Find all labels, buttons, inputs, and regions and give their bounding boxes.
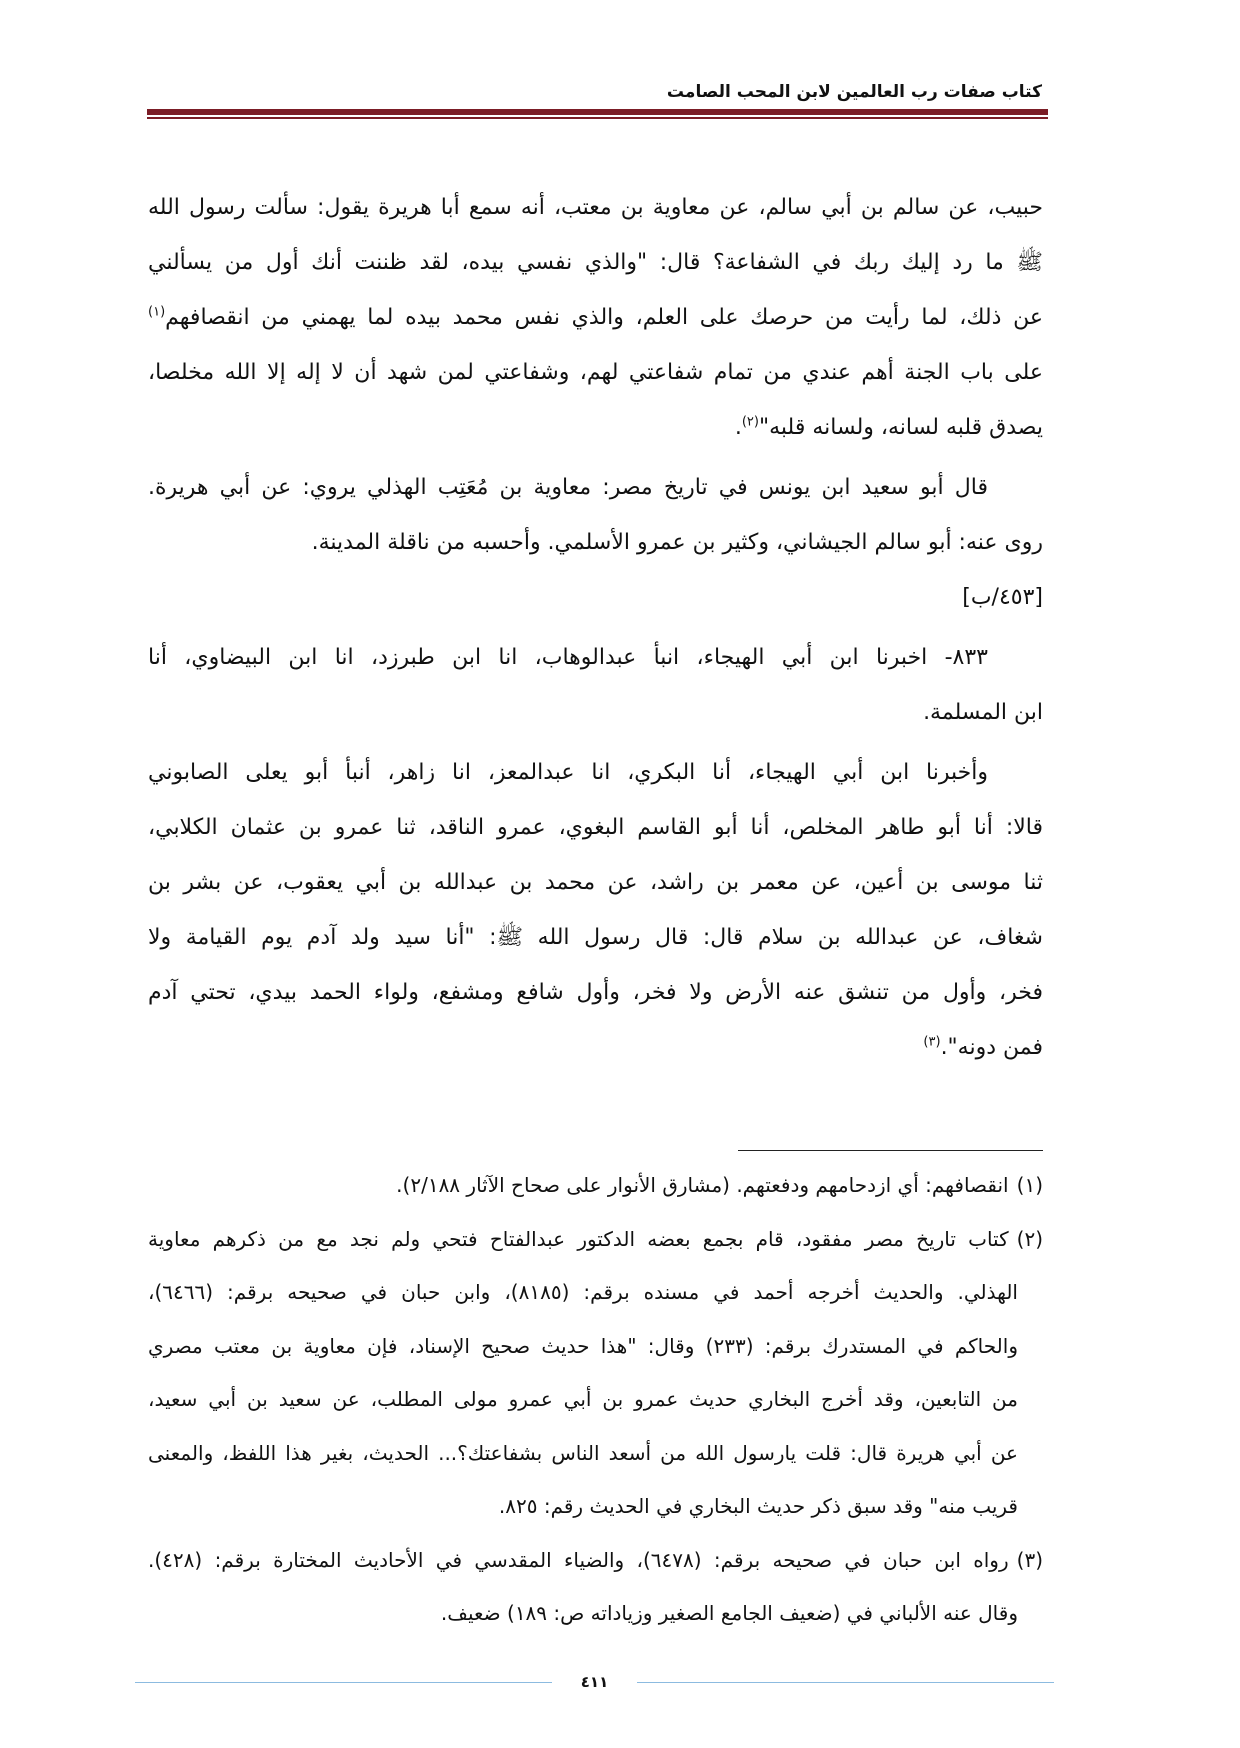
running-header-title: كتاب صفات رب العالمين لابن المحب الصامت	[666, 82, 1042, 102]
paragraph	[148, 180, 1043, 455]
header-rule-thick	[147, 109, 1048, 115]
footnote-ref: (٣)	[923, 1034, 941, 1050]
text-line: ثنا موسى بن أعين، عن معمر بن راشد، عن محمد بن عبدالله بن أبي يعقوب، عن بشر بن	[148, 870, 1043, 895]
footnote-line: والحاكم في المستدرك برقم: (٢٣٣) وقال: "هذا حديث صحيح الإسناد، فإن معاوية بن معتب مصري	[148, 1333, 1018, 1358]
footnote-line: الهذلي. والحديث أخرجه أحمد في مسنده برقم: (٨١٨٥)، وابن حبان في صحيحه برقم: (٦٤٦٦)،	[148, 1280, 1018, 1304]
footnote	[148, 1213, 1043, 1534]
footnote-line: من التابعين، وقد أخرج البخاري حديث عمرو بن أبي عمرو مولى المطلب، عن سعيد بن أبي سعيد،	[148, 1387, 1018, 1411]
footnote-line: وقال عنه الألباني في (ضعيف الجامع الصغير وزياداته ص: ١٨٩) ضعيف.	[440, 1601, 1018, 1625]
footnote-marker: (١)	[1016, 1173, 1043, 1197]
footnote-text: كتاب تاريخ مصر مفقود، قام بجمع بعضه الدكتور عبدالفتاح فتحي ولم نجد مع من ذكرهم معاوية	[148, 1226, 1009, 1251]
text-line: فخر، وأول من تنشق عنه الأرض ولا فخر، وأول شافع ومشفع، ولواء الحمد بيدي، تحتي آدم	[148, 980, 1043, 1005]
paragraph	[148, 630, 1043, 740]
page-footer	[135, 1668, 1054, 1696]
text-line: قال أبو سعيد ابن يونس في تاريخ مصر: معاوية بن مُعَتِب الهذلي يروي: عن أبي هريرة.	[148, 475, 988, 500]
footer-rule-left	[135, 1682, 552, 1683]
text-line: روى عنه: أبو سالم الجيشاني، وكثير بن عمرو الأسلمي. وأحسبه من ناقلة المدينة.	[311, 530, 1043, 555]
footnote-text: انقصافهم: أي ازدحامهم ودفعتهم. (مشارق الأنوار على صحاح الآثار ٢/١٨٨).	[396, 1173, 1009, 1197]
running-header	[147, 79, 1048, 105]
text-line-content: يصدق قلبه لسانه، ولسانه قلبه"	[758, 415, 1043, 440]
paragraph	[148, 745, 1043, 1075]
footnote-ref: (٢)	[741, 414, 759, 430]
footnote-separator	[738, 1150, 1043, 1151]
page-number: ٤١١	[580, 1673, 609, 1691]
text-line	[148, 1020, 1043, 1075]
text-line: قالا: أنا أبو طاهر المخلص، أنا أبو القاسم البغوي، عمرو الناقد، ثنا عمرو بن عثمان الكلابي،	[148, 815, 1043, 840]
header-rule-thin	[147, 117, 1048, 119]
text-line: ٨٣٣- اخبرنا ابن أبي الهيجاء، انبأ عبدالوهاب، انا ابن طبرزد، انا ابن البيضاوي، أنا	[148, 645, 988, 670]
text-line-content: فمن دونه".	[940, 1035, 1043, 1060]
folio-reference: [٤٥٣/ب]	[962, 585, 1043, 610]
footnote-marker: (٢)	[1016, 1226, 1043, 1251]
text-line: شغاف، عن عبدالله بن سلام قال: قال رسول الله ﷺ: "أنا سيد ولد آدم يوم القيامة ولا	[148, 925, 1043, 950]
footnote-line	[148, 1534, 1043, 1588]
footnote-line	[148, 1213, 1043, 1267]
text-line: ﷺ ما رد إليك ربك في الشفاعة؟ قال: "والذي نفسي بيده، لقد ظننت أنك أول من يسألني	[148, 250, 1043, 275]
text-line: على باب الجنة أهم عندي من تمام شفاعتي لهم، وشفاعتي لمن شهد أن لا إله إلا الله مخلصا،	[148, 360, 1043, 385]
footnote-text: رواه ابن حبان في صحيحه برقم: (٦٤٧٨)، والضياء المقدسي في الأحاديث المختارة برقم: (٤٢٨).	[148, 1547, 1009, 1572]
paragraph	[148, 460, 1043, 625]
body-text	[148, 180, 1043, 1075]
footnote-line: قريب منه" وقد سبق ذكر حديث البخاري في الحديث رقم: ٨٢٥.	[498, 1494, 1018, 1518]
footnotes	[148, 1159, 1043, 1641]
text-line: حبيب، عن سالم بن أبي سالم، عن معاوية بن معتب، أنه سمع أبا هريرة يقول: سألت رسول الله	[148, 195, 1043, 220]
footnote	[148, 1534, 1043, 1641]
text-line: وأخبرنا ابن أبي الهيجاء، أنا البكري، انا عبدالمعز، انا زاهر، أنبأ أبو يعلى الصابوني	[148, 760, 988, 785]
footnote-line	[148, 1159, 1043, 1213]
footnote-line: عن أبي هريرة قال: قلت يارسول الله من أسعد الناس بشفاعتك؟... الحديث، بغير هذا اللفظ، والمعنى	[148, 1440, 1018, 1465]
end-punctuation: .	[734, 415, 742, 440]
text-line-content: عن ذلك، لما رأيت من حرصك على العلم، والذي نفس محمد بيده لما يهمني من انقصافهم	[165, 305, 1043, 330]
footnote-marker: (٣)	[1016, 1547, 1043, 1572]
footnote-ref: (١)	[148, 304, 166, 320]
footer-rule-right	[637, 1682, 1054, 1683]
text-line: ابن المسلمة.	[923, 700, 1043, 725]
text-line	[148, 400, 1043, 455]
text-line	[148, 290, 1043, 345]
footnote	[148, 1159, 1043, 1213]
